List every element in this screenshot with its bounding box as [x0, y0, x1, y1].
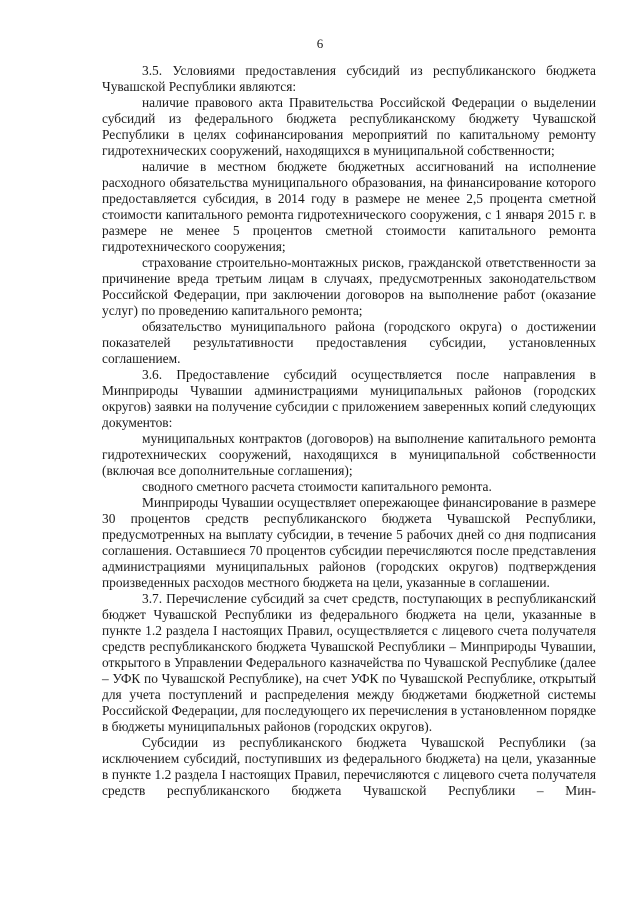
paragraph-3-7-transfer: 3.7. Перечисление субсидий за счет средств, поступающих в республиканский бюджет Чувашской Республики из федерального бюджета на цели, указанные в пункте 1.2 раздела I настоящих Правил, осуществляется с лицевого счета получателя средств республиканского бюджета Чувашской Республики – Минприроды Чувашии, открытого в Управлении Федерального казначейства по Чувашской Республике (далее – УФК по Чувашской Республике), на счет УФК по Чувашской Республике, открытый для учета поступлений и распределения между бюджетами бюджетной системы Российской Федерации, для последующего их перечисления в установленном порядке в бюджеты муниципальных районов (городских округов). — [102, 591, 596, 734]
paragraph-condition-insurance: страхование строительно-монтажных рисков, гражданской ответственности за причинение вреда третьим лицам в случаях, предусмотренных законодательством Российской Федерации, при заключении договоров на выполнение работ (оказание услуг) по проведению капитального ремонта; — [102, 255, 596, 318]
paragraph-3-6-intro: 3.6. Предоставление субсидий осуществляется после направления в Минприроды Чувашии администрациями муниципальных районов (городских округов) заявки на получение субсидии с приложением заверенных копий следующих документов: — [102, 367, 596, 430]
paragraph-advance-financing: Минприроды Чувашии осуществляет опережающее финансирование в размере 30 процентов средств республиканского бюджета Чувашской Республики, предусмотренных на выплату субсидии, в течение 5 рабочих дней со дня подписания соглашения. Оставшиеся 70 процентов субсидии перечисляются после представления администрациями муниципальных районов (городских округов) подтверждения произведенных расходов местного бюджета на цели, указанные в соглашении. — [102, 495, 596, 590]
page-number: 6 — [316, 36, 324, 51]
paragraph-condition-legal-act: наличие правового акта Правительства Российской Федерации о выделении субсидий из федерального бюджета республиканскому бюджету Чувашской Республики в целях софинансирования мероприятий по капитальному ремонту гидротехнических сооружений, находящихся в муниципальной собственности; — [102, 95, 596, 158]
paragraph-doc-contracts: муниципальных контрактов (договоров) на выполнение капитального ремонта гидротехнических сооружений, находящихся в муниципальной собственности (включая все дополнительные соглашения); — [102, 431, 596, 478]
paragraph-condition-local-budget: наличие в местном бюджете бюджетных ассигнований на исполнение расходного обязательства муниципального образования, на финансирование которого предоставляется субсидия, в 2014 году в размере не менее 2,5 процента сметной стоимости капитального ремонта гидротехнического сооружения, с 1 января 2015 г. в размере не менее 5 процентов сметной стоимости капитального ремонта гидротехнического сооружения; — [102, 159, 596, 254]
paragraph-doc-estimate: сводного сметного расчета стоимости капитального ремонта. — [142, 479, 492, 494]
paragraph-subsidies-transfer: Субсидии из республиканского бюджета Чувашской Республики (за исключением субсидий, поступивших из федерального бюджета) на цели, указанные в пункте 1.2 раздела I настоящих Правил, перечисляются с лицевого счета получателя средств республиканского бюджета Чувашской Республики – Мин- — [102, 735, 596, 798]
document-body — [102, 63, 596, 799]
paragraph-condition-obligation: обязательство муниципального района (городского округа) о достижении показателей результативности предоставления субсидии, установленных соглашением. — [102, 319, 596, 366]
paragraph-3-5-intro: 3.5. Условиями предоставления субсидий из республиканского бюджета Чувашской Республики являются: — [102, 63, 596, 94]
